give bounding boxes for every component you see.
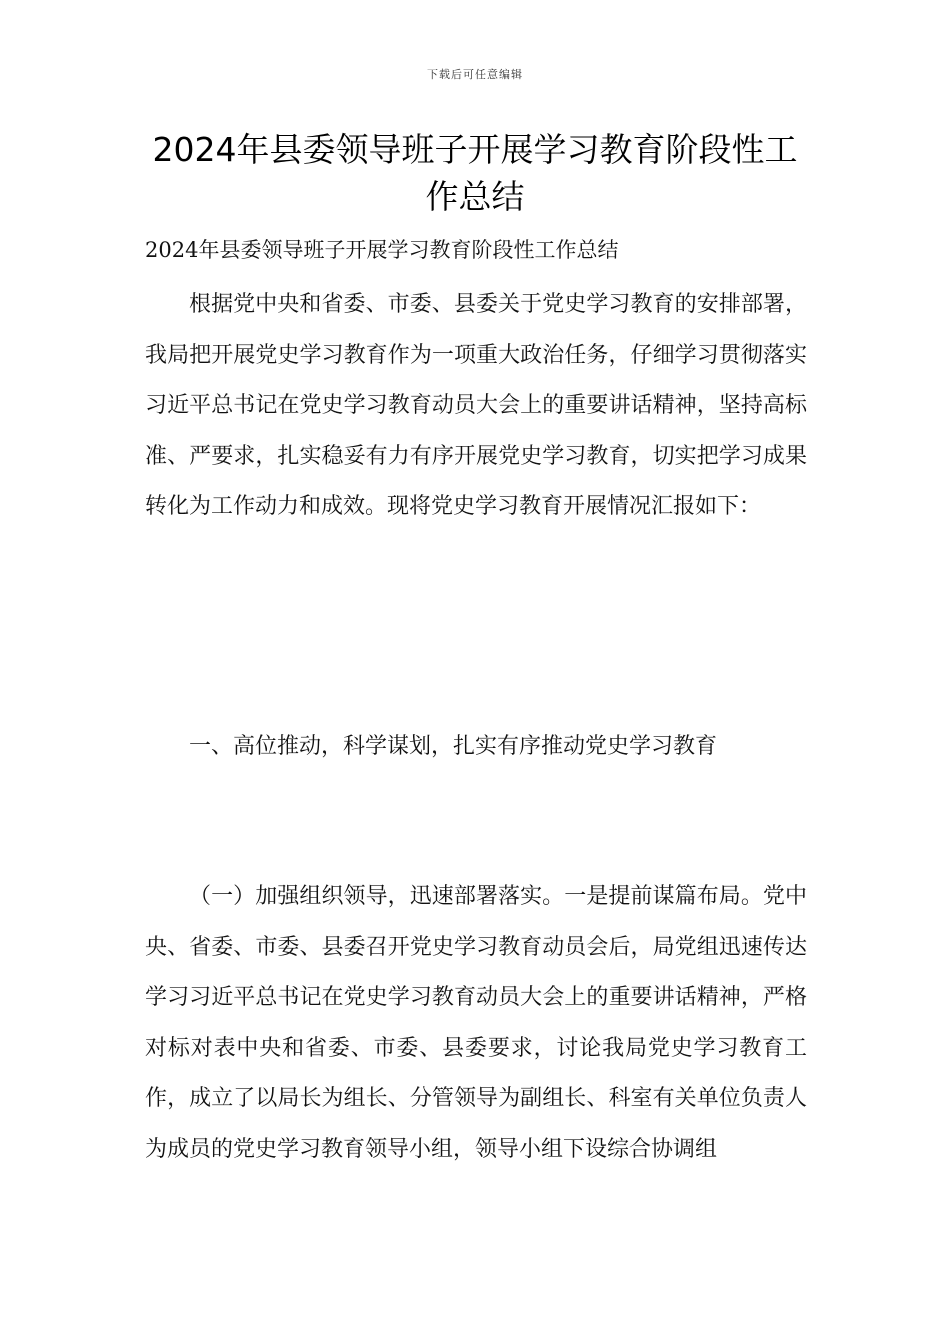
document-subtitle: 2024年县委领导班子开展学习教育阶段性工作总结 (145, 238, 619, 262)
intro-paragraph: 根据党中央和省委、市委、县委关于党史学习教育的安排部署，我局把开展党史学习教育作为一项重大政治任务，仔细学习贯彻落实习近平总书记在党史学习教育动员大会上的重要讲话精神，坚持高标准、严要求，扎实稳妥有力有序开展党史学习教育，切实把学习成果转化为工作动力和成效。现将党史学习教育开展情况汇报如下： (145, 292, 807, 519)
header-note: 下载后可任意编辑 (427, 68, 523, 81)
document-title: 2024年县委领导班子开展学习教育阶段性工作总结 (152, 130, 798, 216)
section-paragraph-1-1: （一）加强组织领导，迅速部署落实。一是提前谋篇布局。党中央、省委、市委、县委召开党史学习教育动员会后，局党组迅速传达学习习近平总书记在党史学习教育动员大会上的重要讲话精神，严格对标对表中央和省委、市委、县委要求，讨论我局党史学习教育工作，成立了以局长为组长、分管领导为副组长、科室有关单位负责人为成员的党史学习教育领导小组，领导小组下设综合协调组 (145, 884, 807, 1162)
section-heading-1: 一、高位推动，科学谋划，扎实有序推动党史学习教育 (189, 734, 718, 759)
